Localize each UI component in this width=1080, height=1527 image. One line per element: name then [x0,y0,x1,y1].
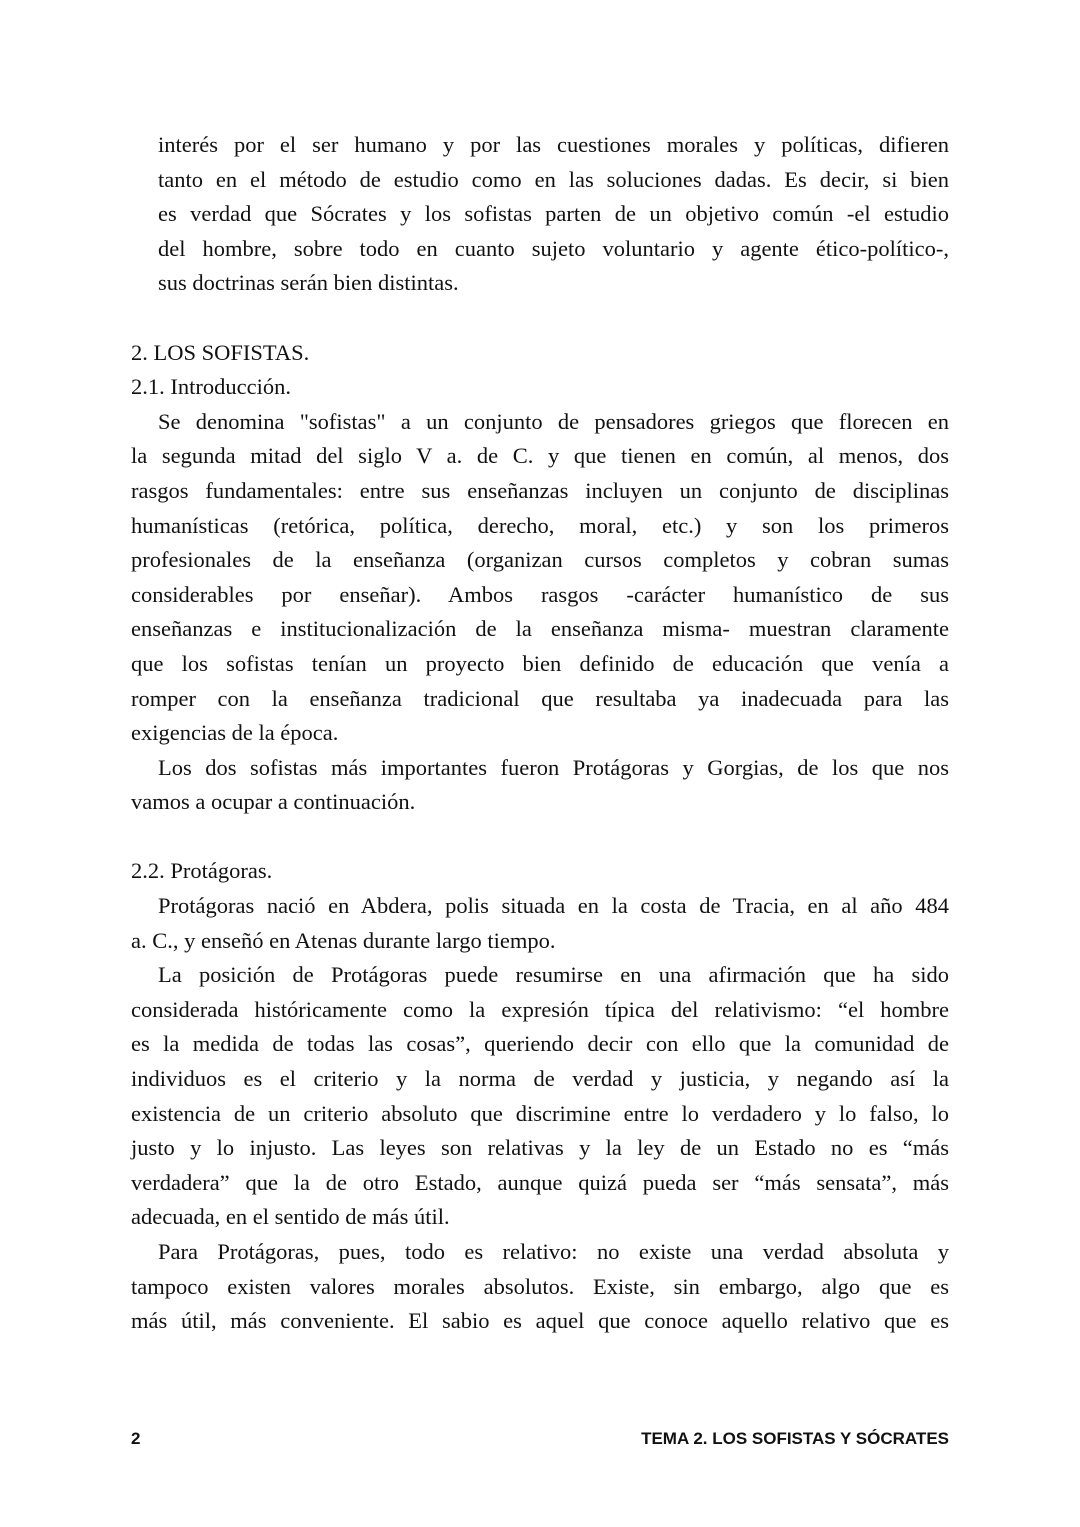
paragraph [131,889,949,958]
text-line: individuos es el criterio y la norma de verdad y justicia, y negando así la [131,1066,949,1092]
paragraph [131,751,949,820]
section-heading [131,336,949,371]
text-line: es la medida de todas las cosas”, queriendo decir con ello que la comunidad de [131,1031,949,1057]
text-line: la segunda mitad del siglo V a. de C. y que tienen en común, al menos, dos [131,443,949,469]
text-line: profesionales de la enseñanza (organizan cursos completos y cobran sumas [131,547,949,573]
text-line: 2.2. Protágoras. [131,858,273,884]
text-line: enseñanzas e institucionalización de la enseñanza misma- muestran claramente [131,616,949,642]
text-line: más útil, más conveniente. El sabio es aquel que conoce aquello relativo que es [131,1308,949,1334]
text-line: vamos a ocupar a continuación. [131,789,416,815]
paragraph [131,1235,949,1339]
text-line: sus doctrinas serán bien distintas. [158,270,459,296]
text-line: existencia de un criterio absoluto que discrimine entre lo verdadero y lo falso, lo [131,1100,949,1126]
text-line: 2. LOS SOFISTAS. [131,339,310,365]
text-line: Protágoras nació en Abdera, polis situada en la costa de Tracia, en al año 484 [158,893,949,919]
text-line: tampoco existen valores morales absolutos. Existe, sin embargo, algo que es [131,1273,949,1299]
text-line: Se denomina "sofistas" a un conjunto de pensadores griegos que florecen en [158,408,949,434]
text-line: considerada históricamente como la expresión típica del relativismo: “el hombre [131,996,949,1022]
document-body [131,128,949,1339]
text-line: Para Protágoras, pues, todo es relativo: no existe una verdad absoluta y [158,1239,949,1264]
page-footer [131,1429,949,1449]
text-line: que los sofistas tenían un proyecto bien definido de educación que venía a [131,650,949,676]
text-line: La posición de Protágoras puede resumirse en una afirmación que ha sido [158,962,949,988]
page-number: 2 [131,1429,141,1448]
text-line: a. C., y enseñó en Atenas durante largo tiempo. [131,927,556,953]
text-line: interés por el ser humano y por las cuestiones morales y políticas, difieren [158,132,949,157]
text-line: romper con la enseñanza tradicional que resultaba ya inadecuada para las [131,685,949,711]
text-line: 2.1. Introducción. [131,374,291,400]
text-line: humanísticas (retórica, política, derecho, moral, etc.) y son los primeros [131,512,949,538]
paragraph [131,958,949,1235]
running-title: TEMA 2. LOS SOFISTAS Y SÓCRATES [641,1429,949,1448]
text-line: tanto en el método de estudio como en las soluciones dadas. Es decir, si bien [158,166,949,192]
text-line: justo y lo injusto. Las leyes son relativas y la ley de un Estado no es “más [131,1135,949,1161]
text-line: adecuada, en el sentido de más útil. [131,1204,450,1230]
section-heading [131,370,949,405]
text-line: del hombre, sobre todo en cuanto sujeto voluntario y agente ético-político-, [158,235,949,261]
blank-line [131,820,949,855]
text-line: considerables por enseñar). Ambos rasgos -carácter humanístico de sus [131,581,949,607]
blank-line [131,301,949,336]
text-line: rasgos fundamentales: entre sus enseñanzas incluyen un conjunto de disciplinas [131,477,949,503]
text-line: Los dos sofistas más importantes fueron Protágoras y Gorgias, de los que nos [158,754,949,780]
text-line: verdadera” que la de otro Estado, aunque quizá pueda ser “más sensata”, más [131,1169,949,1195]
text-line: es verdad que Sócrates y los sofistas parten de un objetivo común -el estudio [158,201,949,227]
section-heading [131,854,949,889]
paragraph [131,128,949,301]
text-line: exigencias de la época. [131,720,339,746]
paragraph [131,405,949,751]
